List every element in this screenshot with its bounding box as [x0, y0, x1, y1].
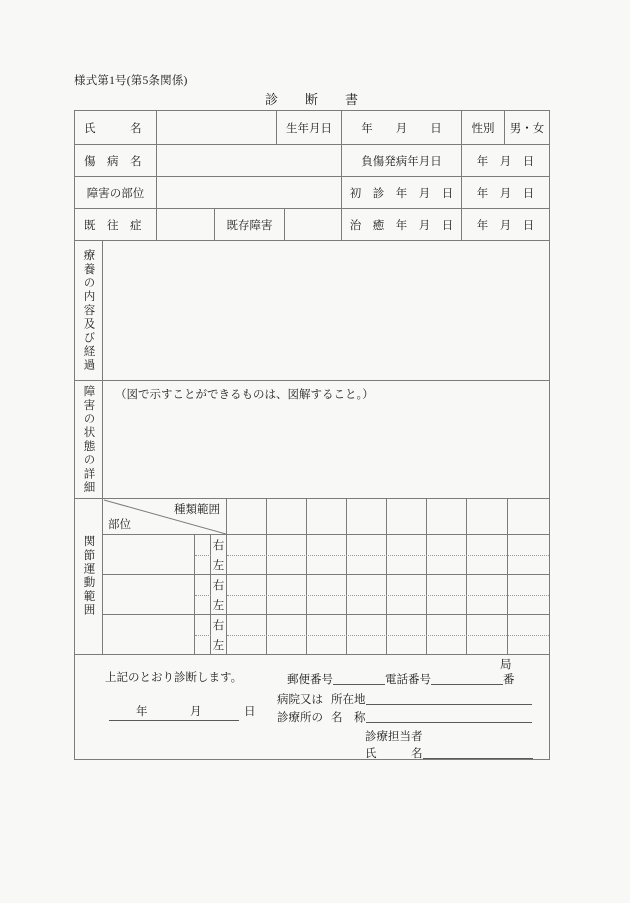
postal-phone-row	[287, 671, 515, 687]
rom-col-header[interactable]	[508, 499, 549, 535]
rom-row-divider	[195, 555, 211, 556]
rom-row-divider	[227, 555, 549, 556]
rom-side-left: 左	[211, 595, 227, 615]
field-cure-date-value[interactable]: 年 月 日	[462, 209, 549, 241]
field-birthdate-value[interactable]: 年 月 日	[342, 111, 462, 145]
diagnosis-statement: 上記のとおり診断します。	[105, 672, 243, 684]
rom-site-cell[interactable]	[103, 575, 195, 615]
rom-row-divider	[195, 635, 211, 636]
label-disability-site: 障害の部位	[75, 177, 157, 209]
field-injury-name-value[interactable]	[157, 145, 342, 177]
field-address[interactable]	[366, 692, 532, 705]
label-facility-line1: 病院又は	[277, 694, 323, 706]
field-doctor-name[interactable]	[423, 746, 533, 759]
label-injury-name	[75, 145, 157, 177]
field-existing-disability-value[interactable]	[285, 209, 342, 241]
label-treatment-detail	[75, 241, 103, 381]
rom-site-cell[interactable]	[103, 615, 195, 655]
label-condition-detail	[75, 381, 103, 499]
field-injury-date-value[interactable]: 年 月 日	[462, 145, 549, 177]
field-first-visit-date-value[interactable]: 年 月 日	[462, 177, 549, 209]
label-name	[75, 111, 157, 145]
rom-col-header[interactable]	[267, 499, 307, 535]
doctor-name-row	[365, 745, 533, 761]
page-title: 診 断 書	[265, 92, 366, 107]
field-sex-value[interactable]: 男・女	[505, 111, 549, 145]
rom-side-left: 左	[211, 635, 227, 655]
diagnosis-date-line[interactable]: 年 月 日	[109, 703, 239, 721]
label-phone-number: 電話番号	[385, 674, 431, 686]
label-joint-rom	[75, 499, 103, 655]
rom-header-site: 部位	[108, 519, 131, 531]
label-name-text: 氏 名	[84, 122, 142, 135]
field-facility-name[interactable]	[366, 710, 532, 723]
rom-row-divider	[195, 595, 211, 596]
rom-col-header[interactable]	[227, 499, 267, 535]
rom-col-header[interactable]	[427, 499, 467, 535]
label-medical-history-text: 既 往 症	[84, 219, 142, 232]
label-facility-name: 名 称	[331, 712, 366, 724]
label-injury-date: 負傷発病年月日	[342, 145, 462, 177]
rom-side-right: 右	[211, 615, 227, 635]
phone-unit-kyoku: 局	[500, 659, 512, 671]
label-sex: 性別	[462, 111, 505, 145]
label-birthdate: 生年月日	[277, 111, 342, 145]
label-facility-line2: 診療所の	[277, 712, 323, 724]
rom-diagonal-header	[103, 499, 227, 535]
rom-side-left: 左	[211, 555, 227, 575]
field-phone-number[interactable]	[431, 672, 503, 685]
rom-row-divider	[227, 595, 549, 596]
rom-side-right: 右	[211, 575, 227, 595]
field-medical-history-value[interactable]	[157, 209, 215, 241]
label-joint-rom-text: 関節運動範囲	[82, 535, 95, 618]
field-name-value[interactable]	[157, 111, 277, 145]
label-postal-code: 郵便番号	[287, 674, 333, 686]
rom-side-right: 右	[211, 535, 227, 555]
rom-row-divider	[227, 635, 549, 636]
rom-col-header[interactable]	[307, 499, 347, 535]
label-medical-history	[75, 209, 157, 241]
facility-address-row	[277, 691, 532, 707]
label-attending-doctor: 診療担当者	[365, 731, 423, 743]
field-disability-site-value[interactable]	[157, 177, 342, 209]
phone-unit-ban: 番	[503, 674, 515, 686]
label-treatment-detail-text: 療養の内容及び経過	[82, 248, 95, 373]
rom-col-header[interactable]	[467, 499, 508, 535]
label-existing-disability: 既存障害	[215, 209, 285, 241]
rom-col-header[interactable]	[347, 499, 387, 535]
label-cure-date: 治 癒 年 月 日	[342, 209, 462, 241]
field-treatment-detail-value[interactable]	[103, 241, 549, 381]
label-first-visit-date: 初 診 年 月 日	[342, 177, 462, 209]
form-code-label: 様式第1号(第5条関係)	[74, 75, 188, 87]
label-doctor-name: 氏 名	[365, 748, 423, 760]
label-injury-name-text: 傷 病 名	[84, 155, 142, 168]
condition-detail-note: （図で示すことができるものは、図解すること。）	[115, 389, 374, 401]
rom-site-cell[interactable]	[103, 535, 195, 575]
label-condition-detail-text: 障害の状態の詳細	[82, 384, 95, 495]
facility-name-row	[277, 709, 532, 725]
field-postal-code[interactable]	[333, 672, 385, 685]
label-address: 所在地	[331, 694, 366, 706]
certificate-table	[74, 110, 550, 760]
rom-col-header[interactable]	[387, 499, 427, 535]
rom-header-type: 種類範囲	[174, 504, 220, 516]
